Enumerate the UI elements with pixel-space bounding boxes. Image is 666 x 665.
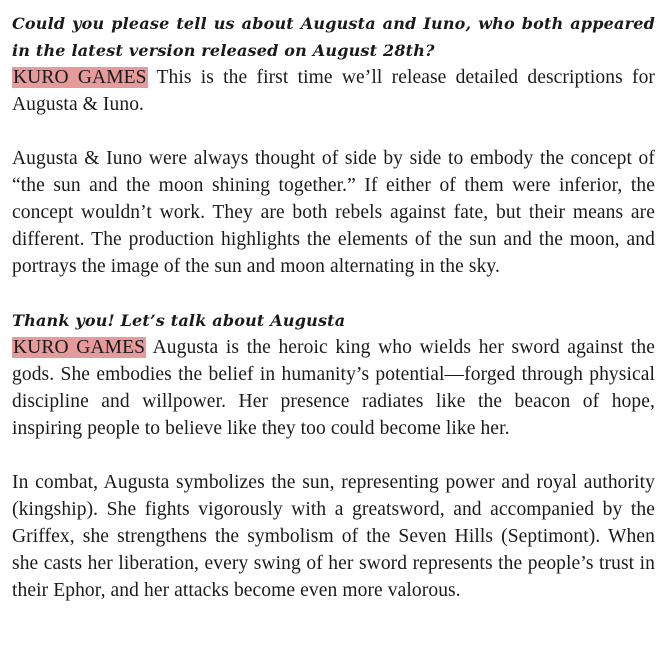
answer-paragraph: [12, 334, 655, 442]
paragraph-spacer: [12, 442, 655, 469]
speaker-label: KURO GAMES: [13, 337, 146, 358]
answer-paragraph: In combat, Augusta symbolizes the sun, representing power and royal authority (kingship). She fights vigorously with a greatsword, and accompanied by the Griffex, she strengthens the symbolism of the Seven Hills (Septimont). When she casts her liberation, every swing of her sword represents the people’s trust in their Ephor, and her attacks become even more valorous.: [12, 472, 655, 601]
answer-text: This is the first time we’ll release detailed descriptions for Augusta & Iuno.: [12, 67, 656, 115]
interview-question-1: Could you please tell us about Augusta and Iuno, who both appeared in the latest version released on August 28th?: [12, 14, 655, 60]
answer-paragraph: [12, 64, 655, 118]
interview-question-2: Thank you! Let’s talk about Augusta: [12, 311, 346, 330]
answer-paragraph: Augusta & Iuno were always thought of side by side to embody the concept of “the sun and the moon shining together.” If either of them were inferior, the concept wouldn’t work. They are both rebels against fate, but their means are different. The production highlights the elements of the sun and the moon, and portrays the image of the sun and moon alternating in the sky.: [12, 148, 655, 277]
speaker-label: KURO GAMES: [13, 67, 147, 88]
paragraph-spacer: [12, 118, 655, 145]
answer-text: Augusta is the heroic king who wields her sword against the gods. She embodies the belief in humanity’s potential—forged through physical discipline and willpower. Her presence radiates like the beacon of hope, inspiring people to believe like they too could become like her.: [12, 337, 655, 439]
paragraph-spacer: [12, 280, 655, 307]
